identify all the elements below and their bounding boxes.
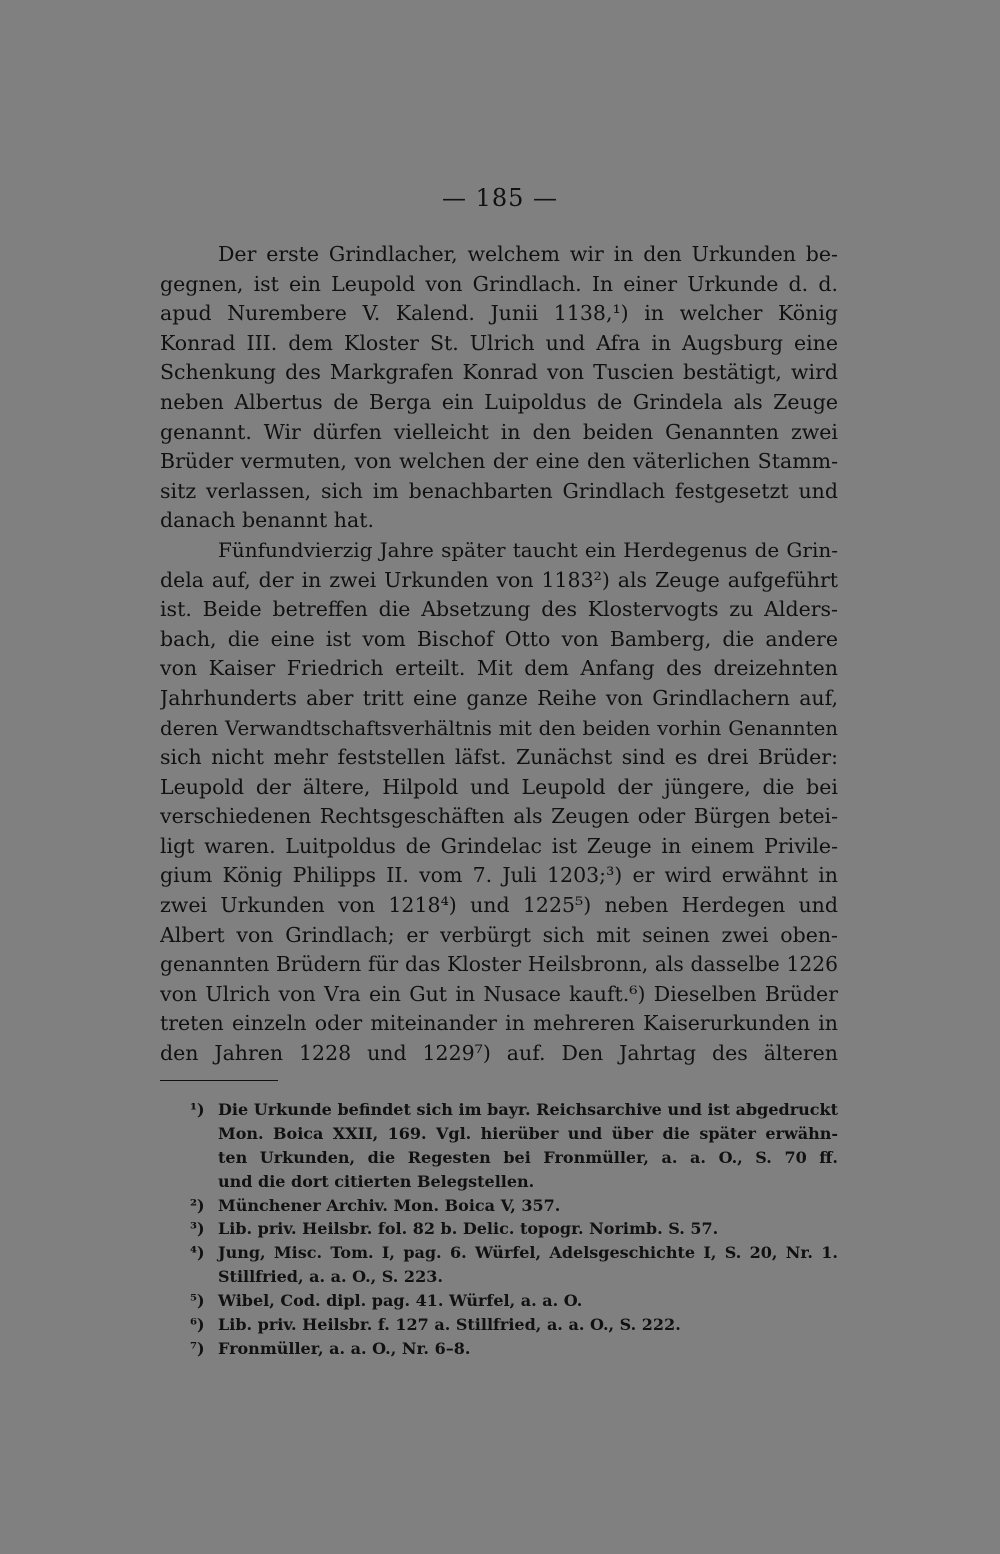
text-line: von Kaiser Friedrich erteilt. Mit dem Anfang des dreizehnten [160,656,838,681]
text-line: treten einzeln oder miteinander in mehreren Kaiserurkunden in [160,1011,838,1036]
footnote-marker: ³) [190,1219,205,1239]
text-line: von Ulrich von Vra ein Gut in Nusace kauft.⁶) Dieselben Brüder [160,981,838,1006]
footnote-line [160,1170,838,1194]
footnote-text: Die Urkunde befindet sich im bayr. Reichsarchive und ist abgedruckt [218,1100,838,1119]
page-number: — 185 — [441,184,559,212]
footnote-line [160,1241,838,1265]
footnote-line [160,1098,838,1122]
footnote-line [160,1265,838,1289]
footnote-line [160,1289,838,1313]
footnote-line [160,1122,838,1146]
text-line: neben Albertus de Berga ein Luipoldus de Grindela als Zeuge [160,389,838,414]
text-line: gium König Philipps II. vom 7. Juli 1203;³) er wird erwähnt in [160,863,838,888]
text-line: zwei Urkunden von 1218⁴) und 1225⁵) neben Herdegen und [160,893,838,918]
footnote-line [160,1194,838,1218]
text-line: Jahrhunderts aber tritt eine ganze Reihe von Grindlachern auf, [160,685,838,710]
text-line: verschiedenen Rechtsgeschäften als Zeugen oder Bürgen betei- [160,804,838,829]
footnote-marker: ⁷) [190,1338,205,1358]
footnote-marker: ⁴) [190,1243,205,1263]
text-line: Der erste Grindlacher, welchem wir in den Urkunden be- [218,242,838,266]
text-line: bach, die eine ist vom Bischof Otto von Bamberg, die andere [160,626,838,651]
footnote-marker: ²) [190,1195,205,1215]
text-line: genannt. Wir dürfen vielleicht in den beiden Genannten zwei [160,419,838,444]
text-line: Konrad III. dem Kloster St. Ulrich und Afra in Augsburg eine [160,330,838,355]
footnote-line [160,1217,838,1241]
footnote-marker: ⁶) [190,1315,205,1335]
footnote-text: Wibel, Cod. dipl. pag. 41. Würfel, a. a. O. [218,1291,583,1311]
text-line: genannten Brüdern für das Kloster Heilsbronn, als dasselbe 1226 [160,952,838,977]
text-line: dela auf, der in zwei Urkunden von 1183²) als Zeuge aufgeführt [160,567,838,592]
text-line: apud Nurembere V. Kalend. Junii 1138,¹) in welcher König [160,301,838,326]
footnote-text: Fronmüller, a. a. O., Nr. 6–8. [218,1338,471,1358]
footnote-text: Lib. priv. Heilsbr. fol. 82 b. Delic. topogr. Norimb. S. 57. [218,1219,719,1239]
footnote-line [160,1146,838,1170]
text-line: sitz verlassen, sich im benachbarten Grindlach festgesetzt und [160,478,838,503]
footnote-text: Jung, Misc. Tom. I, pag. 6. Würfel, Adelsgeschichte I, S. 20, Nr. 1. [218,1243,838,1263]
text-line: danach benannt hat. [160,508,374,533]
text-line: Albert von Grindlach; er verbürgt sich mit seinen zwei oben- [160,922,838,947]
text-line: deren Verwandtschaftsverhältnis mit den beiden vorhin Genannten [160,716,838,740]
footnote-line [160,1337,838,1361]
footnote-text: Stillfried, a. a. O., S. 223. [218,1267,443,1287]
text-line: Fünfundvierzig Jahre später taucht ein Herdegenus de Grin- [218,537,838,562]
text-line: Schenkung des Markgrafen Konrad von Tuscien bestätigt, wird [160,360,838,385]
text-line: ist. Beide betreffen die Absetzung des Klostervogts zu Alders- [160,597,838,622]
footnote-text: Münchener Archiv. Mon. Boica V, 357. [218,1195,561,1215]
footnote-line [160,1313,838,1337]
text-line: gegnen, ist ein Leupold von Grindlach. In einer Urkunde d. d. [160,271,838,296]
text-line: ligt waren. Luitpoldus de Grindelac ist Zeuge in einem Privile- [160,833,838,858]
footnote-text: und die dort citierten Belegstellen. [218,1171,535,1191]
text-line: den Jahren 1228 und 1229⁷) auf. Den Jahrtag des älteren [160,1041,838,1066]
text-line: Brüder vermuten, von welchen der eine den väterlichen Stamm- [160,449,838,474]
text-line: Leupold der ältere, Hilpold und Leupold der jüngere, die bei [160,774,838,799]
text-line: sich nicht mehr feststellen läfst. Zunächst sind es drei Brüder: [160,745,838,770]
footnote-text: Mon. Boica XXII, 169. Vgl. hierüber und über die später erwähn- [218,1123,838,1143]
footnote-marker: ¹) [190,1100,205,1119]
footnote-text: Lib. priv. Heilsbr. f. 127 a. Stillfried, a. a. O., S. 222. [218,1315,681,1335]
main-text [160,240,838,1069]
footnote-separator [160,1080,278,1081]
footnote-marker: ⁵) [190,1291,205,1311]
footnotes [160,1098,838,1361]
footnote-text: ten Urkunden, die Regesten bei Fronmüller, a. a. O., S. 70 ff. [218,1147,838,1167]
